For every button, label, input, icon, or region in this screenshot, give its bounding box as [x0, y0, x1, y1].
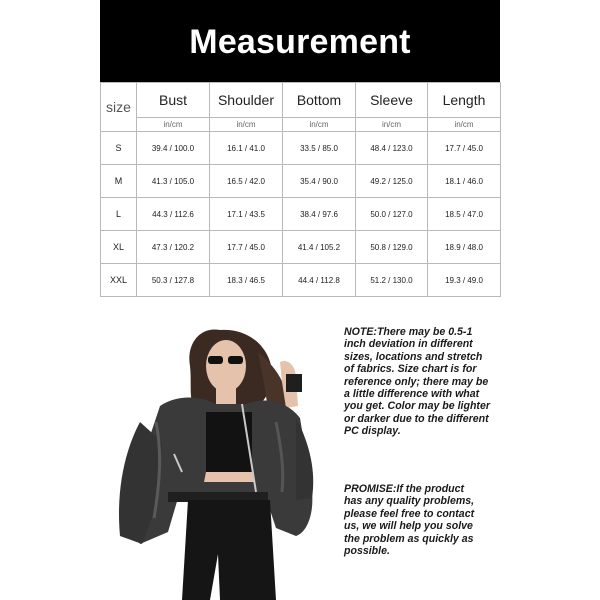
unit-label: in/cm — [356, 118, 428, 132]
unit-label: in/cm — [210, 118, 283, 132]
unit-row — [101, 118, 501, 132]
column-header-bottom: Bottom — [283, 83, 356, 118]
table-cell: 19.3 / 49.0 — [428, 264, 501, 297]
table-row — [101, 198, 501, 231]
face-shape — [206, 340, 246, 392]
table-cell: 41.3 / 105.0 — [137, 165, 210, 198]
table-cell: 18.9 / 48.0 — [428, 231, 501, 264]
size-label: XXL — [101, 264, 137, 297]
table-cell: 17.1 / 43.5 — [210, 198, 283, 231]
table-cell: 48.4 / 123.0 — [356, 132, 428, 165]
table-cell: 51.2 / 130.0 — [356, 264, 428, 297]
size-column-header: size — [101, 83, 137, 132]
table-row — [101, 231, 501, 264]
table-cell: 41.4 / 105.2 — [283, 231, 356, 264]
column-header-sleeve: Sleeve — [356, 83, 428, 118]
size-label: M — [101, 165, 137, 198]
table-row — [101, 132, 501, 165]
table-cell: 47.3 / 120.2 — [137, 231, 210, 264]
unit-label: in/cm — [428, 118, 501, 132]
banner-title: Measurement — [189, 22, 411, 61]
table-cell: 44.4 / 112.8 — [283, 264, 356, 297]
table-cell: 18.3 / 46.5 — [210, 264, 283, 297]
unit-label: in/cm — [137, 118, 210, 132]
unit-label: in/cm — [283, 118, 356, 132]
column-header-shoulder: Shoulder — [210, 83, 283, 118]
promise-text: PROMISE:If the product has any quality problems, please feel free to contact us, we will help you solve the problem as quickly as possible. — [344, 483, 475, 558]
column-header-length: Length — [428, 83, 501, 118]
table-cell: 16.1 / 41.0 — [210, 132, 283, 165]
sunglasses-shape — [208, 356, 223, 364]
table-cell: 17.7 / 45.0 — [428, 132, 501, 165]
table-cell: 44.3 / 112.6 — [137, 198, 210, 231]
size-label: XL — [101, 231, 137, 264]
note-text: NOTE:There may be 0.5-1 inch deviation in different sizes, locations and stretch of fabrics. Size chart is for reference only; there may be a little difference with what you get. Color may be lighter or darker due to the different PC display. — [344, 326, 490, 438]
table-row — [101, 264, 501, 297]
table-cell: 38.4 / 97.6 — [283, 198, 356, 231]
header-row — [101, 83, 501, 118]
table-cell: 18.1 / 46.0 — [428, 165, 501, 198]
table-cell: 16.5 / 42.0 — [210, 165, 283, 198]
size-chart-table — [100, 82, 501, 297]
measurement-banner — [100, 0, 500, 82]
table-cell: 35.4 / 90.0 — [283, 165, 356, 198]
size-label: S — [101, 132, 137, 165]
table-cell: 39.4 / 100.0 — [137, 132, 210, 165]
product-photo — [100, 322, 332, 600]
table-row — [101, 165, 501, 198]
table-cell: 50.8 / 129.0 — [356, 231, 428, 264]
table-cell: 33.5 / 85.0 — [283, 132, 356, 165]
size-label: L — [101, 198, 137, 231]
column-header-bust: Bust — [137, 83, 210, 118]
pants-shape — [182, 500, 276, 600]
table-cell: 50.0 / 127.0 — [356, 198, 428, 231]
table-cell: 50.3 / 127.8 — [137, 264, 210, 297]
table-cell: 49.2 / 125.0 — [356, 165, 428, 198]
table-cell: 18.5 / 47.0 — [428, 198, 501, 231]
table-cell: 17.7 / 45.0 — [210, 231, 283, 264]
